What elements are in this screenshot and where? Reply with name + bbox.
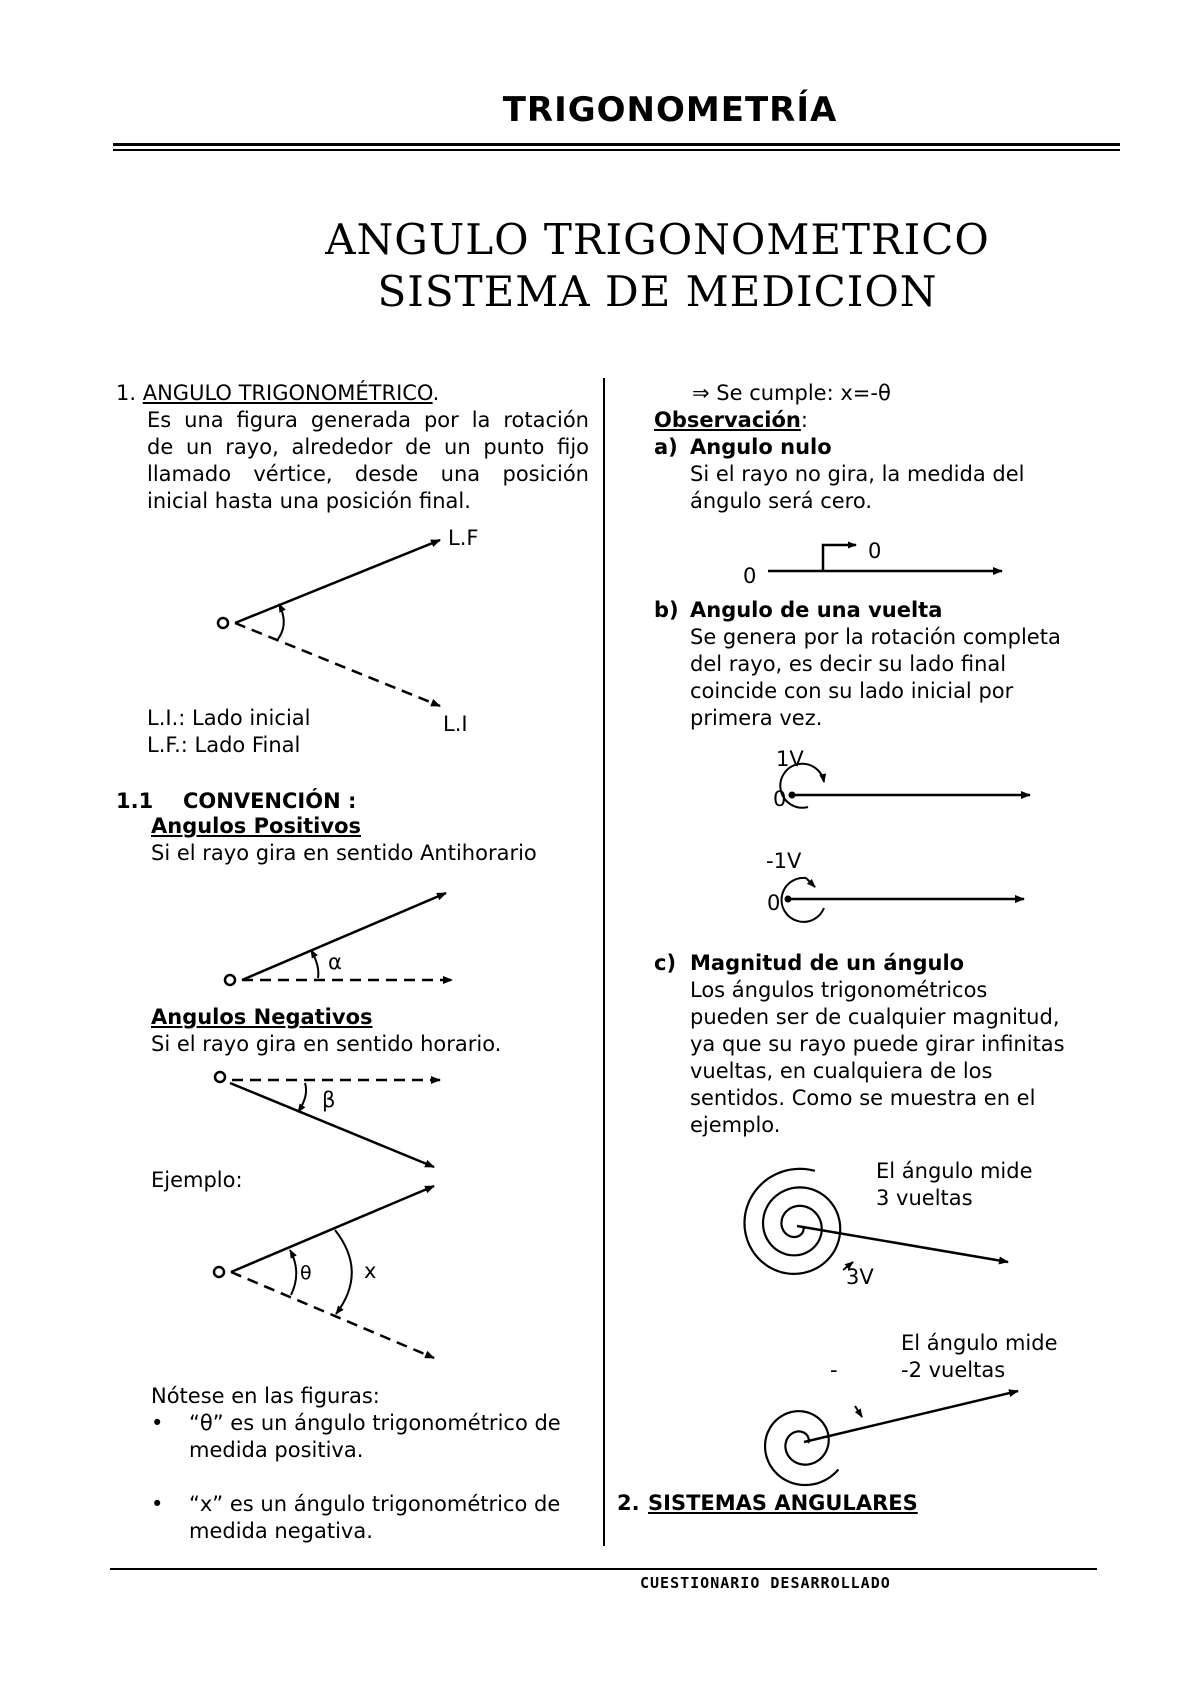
section-1-para-line1: Es una figura generada por la rotación <box>147 408 589 432</box>
section-1-para-line2: de un rayo, alrededor de un punto fijo <box>147 435 589 459</box>
x-label: x <box>364 1259 377 1283</box>
item-b-text-line1: Se genera por la rotación completa <box>690 625 1061 649</box>
legend-lado-final: L.F.: Lado Final <box>147 733 301 757</box>
rotation-arc <box>278 604 284 639</box>
theta-arc <box>290 1250 296 1295</box>
rotation-circle <box>780 764 824 808</box>
negative-angles-heading: Angulos Negativos <box>151 1005 373 1029</box>
spiral-2-text-line2: -2 vueltas <box>901 1358 1006 1382</box>
bullet-1-line1: “θ” es un ángulo trigonométrico de <box>189 1411 561 1435</box>
minus-one-turn-label: -1V <box>766 849 802 873</box>
spiral-2-minus: - <box>830 1358 838 1382</box>
main-title-line1: ANGULO TRIGONOMETRICO <box>325 215 990 264</box>
final-side-ray <box>242 893 446 980</box>
figure-spiral-three-turns <box>745 1169 1009 1274</box>
alpha-arc <box>311 950 318 978</box>
observation-colon: : <box>800 408 808 432</box>
figure-positive-angle <box>225 893 452 985</box>
page-header-title: TRIGONOMETRÍA <box>502 90 838 130</box>
figure-example-angles <box>214 1186 434 1358</box>
cumple-text: ⇒ Se cumple: x=-θ <box>692 381 891 405</box>
spiral-1-label: 3V <box>846 1265 874 1289</box>
item-b-text-line3: coincide con su lado inicial por <box>690 679 1014 703</box>
theta-label: θ <box>300 1262 312 1284</box>
item-a-heading: Angulo nulo <box>690 435 832 459</box>
item-a-label: a) <box>654 435 678 459</box>
initial-side-ray <box>235 623 440 706</box>
spiral-1-text-line1: El ángulo mide <box>876 1159 1033 1183</box>
fig1-label-lf: L.F <box>448 526 479 550</box>
item-c-text-line4: vueltas, en cualquiera de los <box>690 1059 993 1083</box>
section-1-number: 1. <box>116 381 137 405</box>
bullet-1-line2: medida positiva. <box>189 1438 364 1462</box>
bullet-2-line1: “x” es un ángulo trigonométrico de <box>189 1492 561 1516</box>
section-1-1-heading: CONVENCIÓN : <box>183 789 357 813</box>
section-2-number: 2. <box>617 1491 640 1515</box>
beta-arc <box>298 1083 306 1112</box>
section-1-para-line4: inicial hasta una posición final. <box>147 489 471 513</box>
item-c-text-line6: ejemplo. <box>690 1113 781 1137</box>
fig1-label-li: L.I <box>443 712 468 736</box>
spiral-2-text-line1: El ángulo mide <box>901 1331 1058 1355</box>
bullet-1-symbol: • <box>151 1411 164 1435</box>
section-1-para-line3: llamado vértice, desde una posición <box>147 462 589 486</box>
item-b-heading: Angulo de una vuelta <box>690 598 943 622</box>
item-b-text-line4: primera vez. <box>690 706 823 730</box>
spiral-1-text-line2: 3 vueltas <box>876 1186 973 1210</box>
item-a-text-line2: ángulo será cero. <box>690 489 873 513</box>
one-turn-center: 0 <box>773 787 787 811</box>
center-point <box>785 896 792 903</box>
section-2-heading: SISTEMAS ANGULARES <box>648 1491 918 1515</box>
section-1-dot: . <box>432 381 440 405</box>
figure-spiral-minus-two-turns <box>765 1391 1018 1485</box>
item-b-text-line2: del rayo, es decir su lado final <box>690 652 1007 676</box>
item-c-text-line5: sentidos. Como se muestra en el <box>690 1086 1036 1110</box>
item-b-label: b) <box>654 598 679 622</box>
final-side-ray <box>230 1083 434 1167</box>
figure-one-turn <box>780 764 1030 808</box>
bullet-2-line2: medida negativa. <box>189 1519 373 1543</box>
vertex-point <box>214 1267 224 1277</box>
item-c-label: c) <box>654 951 677 975</box>
figure-minus-one-turn <box>782 878 1024 922</box>
lower-ray <box>231 1272 434 1358</box>
ray <box>804 1391 1018 1442</box>
footer-text: CUESTIONARIO DESARROLLADO <box>640 1574 891 1592</box>
rotation-arrowhead <box>806 878 815 887</box>
item-c-text-line1: Los ángulos trigonométricos <box>690 978 988 1002</box>
null-angle-label-top: 0 <box>868 539 882 563</box>
final-side-ray <box>235 540 440 623</box>
vertex-point <box>225 975 235 985</box>
no-rotation-arrow <box>823 545 856 570</box>
vertex-point <box>215 1072 225 1082</box>
section-1-1-number: 1.1 <box>116 789 154 813</box>
figure-null-angle <box>768 545 1002 571</box>
one-turn-label: 1V <box>776 747 804 771</box>
observation-heading: Observación <box>654 408 801 432</box>
section-1-heading: ANGULO TRIGONOMÉTRICO <box>142 381 433 405</box>
upper-ray <box>231 1186 434 1272</box>
vertex-point <box>218 618 228 628</box>
beta-label: β <box>322 1088 336 1112</box>
spiral-path <box>745 1169 841 1274</box>
positive-angles-text: Si el rayo gira en sentido Antihorario <box>151 841 537 865</box>
minus-one-turn-center: 0 <box>767 891 781 915</box>
main-title-line2: SISTEMA DE MEDICION <box>377 267 938 316</box>
negative-angles-text: Si el rayo gira en sentido horario. <box>151 1032 502 1056</box>
positive-angles-heading: Angulos Positivos <box>151 814 361 838</box>
spiral-path <box>765 1411 838 1485</box>
center-point <box>789 792 796 799</box>
figure-angle-definition <box>218 540 440 706</box>
x-arc <box>335 1230 352 1314</box>
alpha-label: α <box>328 950 342 974</box>
example-label: Ejemplo: <box>151 1168 243 1192</box>
legend-lado-inicial: L.I.: Lado inicial <box>147 706 311 730</box>
figure-negative-angle <box>215 1072 440 1167</box>
item-c-text-line2: pueden ser de cualquier magnitud, <box>690 1005 1060 1029</box>
item-c-text-line3: ya que su rayo puede girar infinitas <box>690 1032 1065 1056</box>
bullet-2-symbol: • <box>151 1492 164 1516</box>
note-intro: Nótese en las figuras: <box>151 1384 380 1408</box>
ray <box>797 1226 1008 1262</box>
item-a-text-line1: Si el rayo no gira, la medida del <box>690 462 1025 486</box>
spiral-arrowhead <box>843 1262 853 1270</box>
null-angle-label-left: 0 <box>743 564 757 588</box>
item-c-heading: Magnitud de un ángulo <box>690 951 965 975</box>
spiral-arrowhead <box>855 1406 862 1417</box>
